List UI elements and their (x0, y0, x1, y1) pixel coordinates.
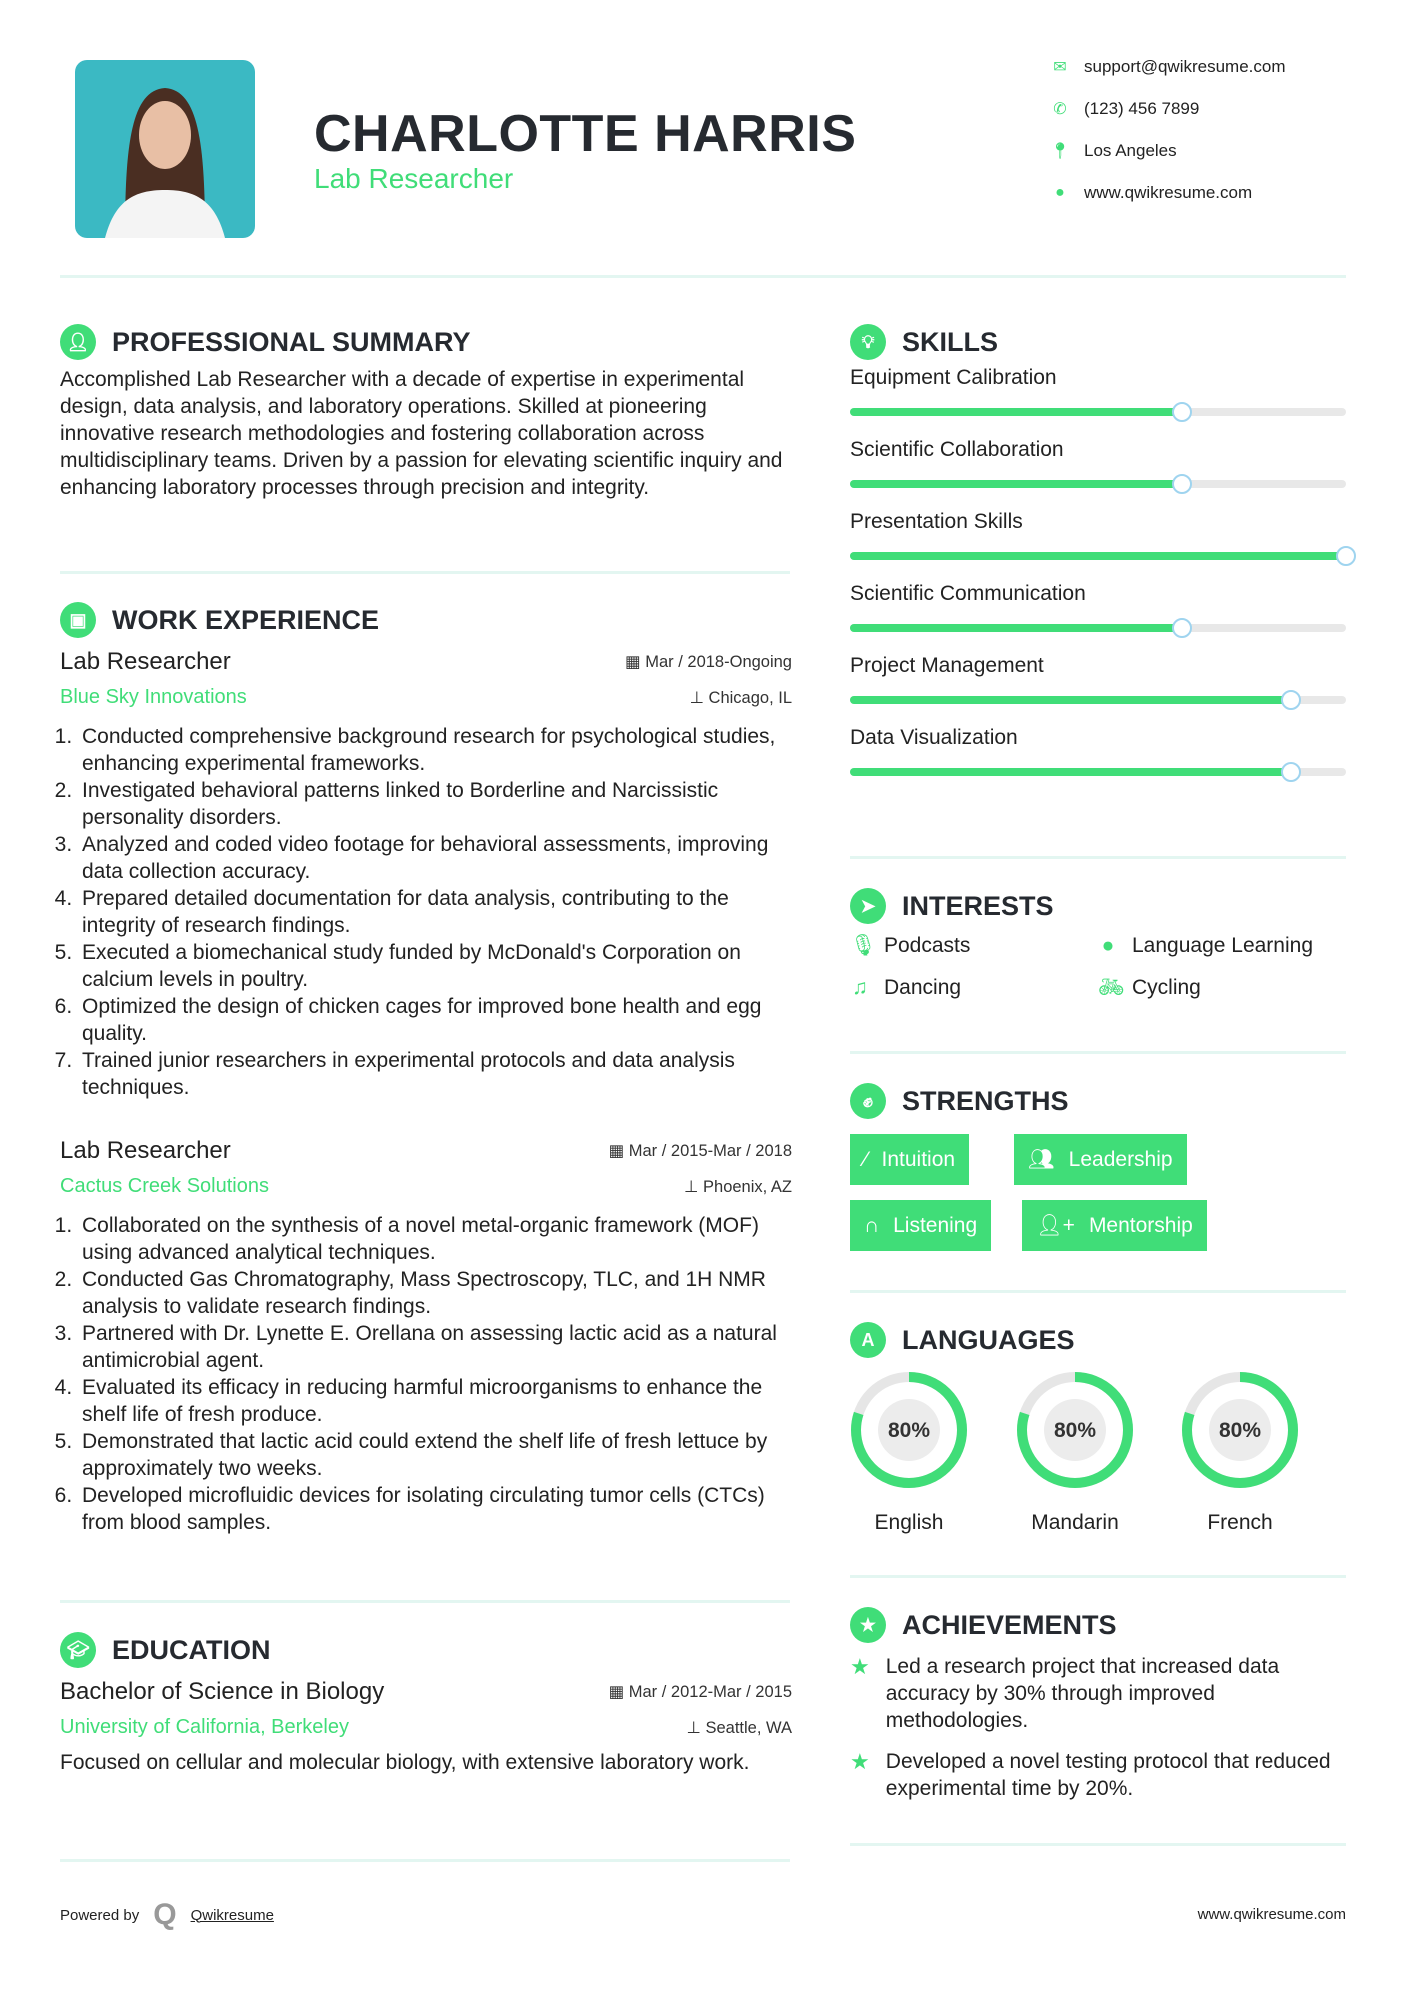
language-name: French (1207, 1511, 1273, 1534)
interest-label: Dancing (884, 976, 962, 999)
skill-bar (850, 624, 1346, 632)
skill-bar-knob (1172, 618, 1192, 638)
duty-item: 5. Demonstrated that lactic acid could extend the shelf life of fresh lettuce by approximately two weeks. (78, 1428, 792, 1482)
phone-text: (123) 456 7899 (1084, 99, 1200, 118)
language-percent: 80% (887, 1419, 931, 1442)
globe-icon: ● (1101, 934, 1115, 957)
skill-item (850, 510, 1346, 560)
footer-website[interactable]: www.qwikresume.com (1197, 1906, 1346, 1923)
magic-wand-icon: ⁄ (864, 1147, 868, 1171)
brand-link[interactable]: Qwikresume (190, 1906, 274, 1924)
map-pin-icon: 📍︎ (1050, 143, 1071, 160)
languages-heading: LANGUAGES (902, 1324, 1075, 1355)
divider (60, 1859, 790, 1862)
email-text: support@qwikresume.com (1084, 57, 1286, 76)
music-icon: ♫ (852, 976, 868, 999)
job-entry (60, 1137, 792, 1536)
skill-bar (850, 768, 1346, 776)
language-name: Mandarin (1031, 1511, 1119, 1534)
divider (850, 1051, 1346, 1054)
summary-text: Accomplished Lab Researcher with a decade of expertise in experimental design, data analysis, and laboratory operations. Skilled at pioneering innovative research methodologies and fostering collaboration across multidisciplinary teams. Driven by a passion for elevating scientific inquiry and enhancing laboratory processes through precision and integrity. (60, 368, 783, 499)
achievements-section (850, 1607, 1346, 1802)
summary-section (60, 324, 792, 501)
star-icon: ★ (850, 1749, 870, 1774)
language-ring (1178, 1368, 1302, 1492)
divider (850, 856, 1346, 859)
strength-label: Listening (893, 1213, 978, 1237)
strength-label: Intuition (881, 1147, 956, 1171)
bicycle-icon: 🚲︎ (1098, 976, 1125, 999)
interests-section (850, 888, 1346, 1000)
skill-bar-fill (850, 480, 1182, 488)
skill-item (850, 366, 1346, 416)
strength-label: Leadership (1068, 1147, 1173, 1171)
job-duties (60, 723, 792, 1101)
powered-by-text: Powered by (60, 1906, 140, 1924)
skill-bar (850, 696, 1346, 704)
company-name: Blue Sky Innovations (60, 686, 247, 708)
job-location: ⊥ Chicago, IL (689, 688, 792, 707)
skill-label: Scientific Communication (850, 582, 1086, 605)
achievement-text: Developed a novel testing protocol that reduced experimental time by 20%. (885, 1750, 1331, 1800)
skill-bar (850, 552, 1346, 560)
education-location: ⊥ Seattle, WA (686, 1718, 792, 1737)
skill-bar-fill (850, 552, 1346, 560)
divider (850, 1575, 1346, 1578)
skill-item (850, 438, 1346, 488)
job-title: Lab Researcher (60, 648, 231, 675)
user-plus-icon: 👤︎+ (1036, 1213, 1075, 1237)
interest-label: Cycling (1132, 976, 1201, 999)
skill-label: Data Visualization (850, 726, 1018, 749)
qwikresume-logo-icon: Q (153, 1898, 177, 1931)
duty-item: 5. Executed a biomechanical study funded by McDonald's Corporation on calcium levels in poultry. (78, 939, 792, 993)
divider (850, 1843, 1346, 1846)
language-percent: 80% (1218, 1419, 1262, 1442)
interest-cycling (1098, 976, 1346, 1000)
strength-leadership (1014, 1134, 1187, 1185)
duty-item: 4. Evaluated its efficacy in reducing harmful microorganisms to enhance the shelf life of fresh produce. (78, 1374, 792, 1428)
skill-bar-fill (850, 696, 1291, 704)
skill-bar-knob (1172, 402, 1192, 422)
users-icon: 👥︎ (1028, 1147, 1055, 1171)
skills-heading: SKILLS (902, 326, 999, 357)
phone-icon: ✆ (1053, 101, 1067, 118)
interest-label: Podcasts (884, 934, 971, 957)
skill-bar (850, 480, 1346, 488)
language-icon: A (850, 1322, 886, 1358)
duty-item: 2. Investigated behavioral patterns linked to Borderline and Narcissistic personality disorders. (78, 777, 792, 831)
skill-label: Equipment Calibration (850, 366, 1057, 389)
graduation-icon: 🎓︎ (60, 1632, 96, 1668)
paper-plane-icon: ➤ (850, 888, 886, 924)
language-ring (847, 1368, 971, 1492)
duty-item: 7. Trained junior researchers in experimental protocols and data analysis techniques. (78, 1047, 792, 1101)
strength-label: Mentorship (1088, 1213, 1193, 1237)
skill-bar-fill (850, 624, 1182, 632)
degree: Bachelor of Science in Biology (60, 1678, 385, 1705)
contact-email[interactable] (1050, 57, 1286, 77)
achievements-heading: ACHIEVEMENTS (902, 1609, 1117, 1640)
skill-label: Presentation Skills (850, 510, 1023, 533)
skill-bar-knob (1172, 474, 1192, 494)
language-ring (1013, 1368, 1137, 1492)
job-duties (60, 1212, 792, 1536)
lightbulb-icon: 💡︎ (850, 324, 886, 360)
header-divider (60, 275, 1346, 278)
skill-bar-knob (1336, 546, 1356, 566)
microphone-icon: 🎙︎ (850, 934, 877, 957)
contact-location (1050, 141, 1177, 161)
contact-website[interactable] (1050, 183, 1252, 203)
interest-language-learning (1098, 934, 1346, 958)
language-item (1178, 1368, 1302, 1535)
summary-heading: PROFESSIONAL SUMMARY (112, 326, 471, 357)
achievement-item (850, 1748, 1346, 1802)
divider (850, 1290, 1346, 1293)
achievement-text: Led a research project that increased data accuracy by 30% through improved methodologies. (885, 1655, 1280, 1732)
skill-label: Scientific Collaboration (850, 438, 1064, 461)
job-title: Lab Researcher (60, 1137, 231, 1164)
interest-podcasts (850, 934, 1098, 958)
candidate-name: CHARLOTTE HARRIS (314, 105, 857, 163)
star-icon: ★ (850, 1607, 886, 1643)
skill-label: Project Management (850, 654, 1044, 677)
skill-item (850, 726, 1346, 776)
website-text: www.qwikresume.com (1084, 183, 1253, 202)
strength-listening (850, 1200, 991, 1251)
duty-item: 6. Developed microfluidic devices for isolating circulating tumor cells (CTCs) from blood samples. (78, 1482, 792, 1536)
candidate-title: Lab Researcher (314, 163, 514, 194)
languages-section (850, 1322, 1346, 1552)
footer-powered-by (60, 1898, 274, 1932)
profile-photo (75, 60, 255, 238)
duty-item: 1. Collaborated on the synthesis of a novel metal-organic framework (MOF) using advanced analytical techniques. (78, 1212, 792, 1266)
contact-phone[interactable] (1050, 99, 1199, 119)
education-text: Focused on cellular and molecular biology, with extensive laboratory work. (60, 1751, 750, 1774)
skill-bar (850, 408, 1346, 416)
skills-section (850, 324, 1346, 776)
skill-item (850, 654, 1346, 704)
interest-dancing (850, 976, 1098, 1000)
company-name: Cactus Creek Solutions (60, 1175, 269, 1197)
job-location: ⊥ Phoenix, AZ (684, 1177, 792, 1196)
location-text: Los Angeles (1084, 141, 1177, 160)
fist-icon: ✊︎ (850, 1083, 886, 1119)
skill-bar-knob (1281, 690, 1301, 710)
envelope-icon: ✉ (1053, 59, 1067, 76)
skill-bar-fill (850, 768, 1291, 776)
interest-label: Language Learning (1132, 934, 1314, 957)
strength-intuition (850, 1134, 969, 1185)
duty-item: 3. Partnered with Dr. Lynette E. Orellana on assessing lactic acid as a natural antimicrobial agent. (78, 1320, 792, 1374)
strengths-section (850, 1083, 1346, 1263)
work-section (60, 602, 792, 1101)
duty-item: 4. Prepared detailed documentation for data analysis, contributing to the integrity of research findings. (78, 885, 792, 939)
user-icon: 👤︎ (60, 324, 96, 360)
job-date: ▦ Mar / 2018-Ongoing (625, 653, 792, 671)
duty-item: 3. Analyzed and coded video footage for behavioral assessments, improving data collection accuracy. (78, 831, 792, 885)
globe-icon: ● (1055, 184, 1065, 201)
language-name: English (874, 1511, 944, 1534)
headphones-icon: ∩ (864, 1213, 880, 1237)
job-date: ▦ Mar / 2015-Mar / 2018 (608, 1142, 792, 1160)
language-item (1013, 1368, 1137, 1535)
language-percent: 80% (1053, 1419, 1097, 1442)
duty-item: 2. Conducted Gas Chromatography, Mass Spectroscopy, TLC, and 1H NMR analysis to validate research findings. (78, 1266, 792, 1320)
interests-heading: INTERESTS (902, 890, 1054, 921)
divider (60, 571, 790, 574)
skill-bar-fill (850, 408, 1182, 416)
education-date: ▦ Mar / 2012-Mar / 2015 (608, 1683, 792, 1701)
achievement-item (850, 1653, 1346, 1734)
school-name: University of California, Berkeley (60, 1716, 349, 1738)
education-section (60, 1632, 792, 1776)
language-item (847, 1368, 971, 1535)
skill-item (850, 582, 1346, 632)
briefcase-icon: ▣ (60, 602, 96, 638)
job-entry (60, 648, 792, 1101)
star-icon: ★ (850, 1654, 870, 1679)
work-heading: WORK EXPERIENCE (112, 604, 380, 635)
duty-item: 6. Optimized the design of chicken cages for improved bone health and egg quality. (78, 993, 792, 1047)
education-heading: EDUCATION (112, 1634, 271, 1665)
divider (60, 1600, 790, 1603)
duty-item: 1. Conducted comprehensive background research for psychological studies, enhancing experimental frameworks. (78, 723, 792, 777)
strengths-heading: STRENGTHS (902, 1085, 1069, 1116)
skill-bar-knob (1281, 762, 1301, 782)
strength-mentorship (1022, 1200, 1207, 1251)
